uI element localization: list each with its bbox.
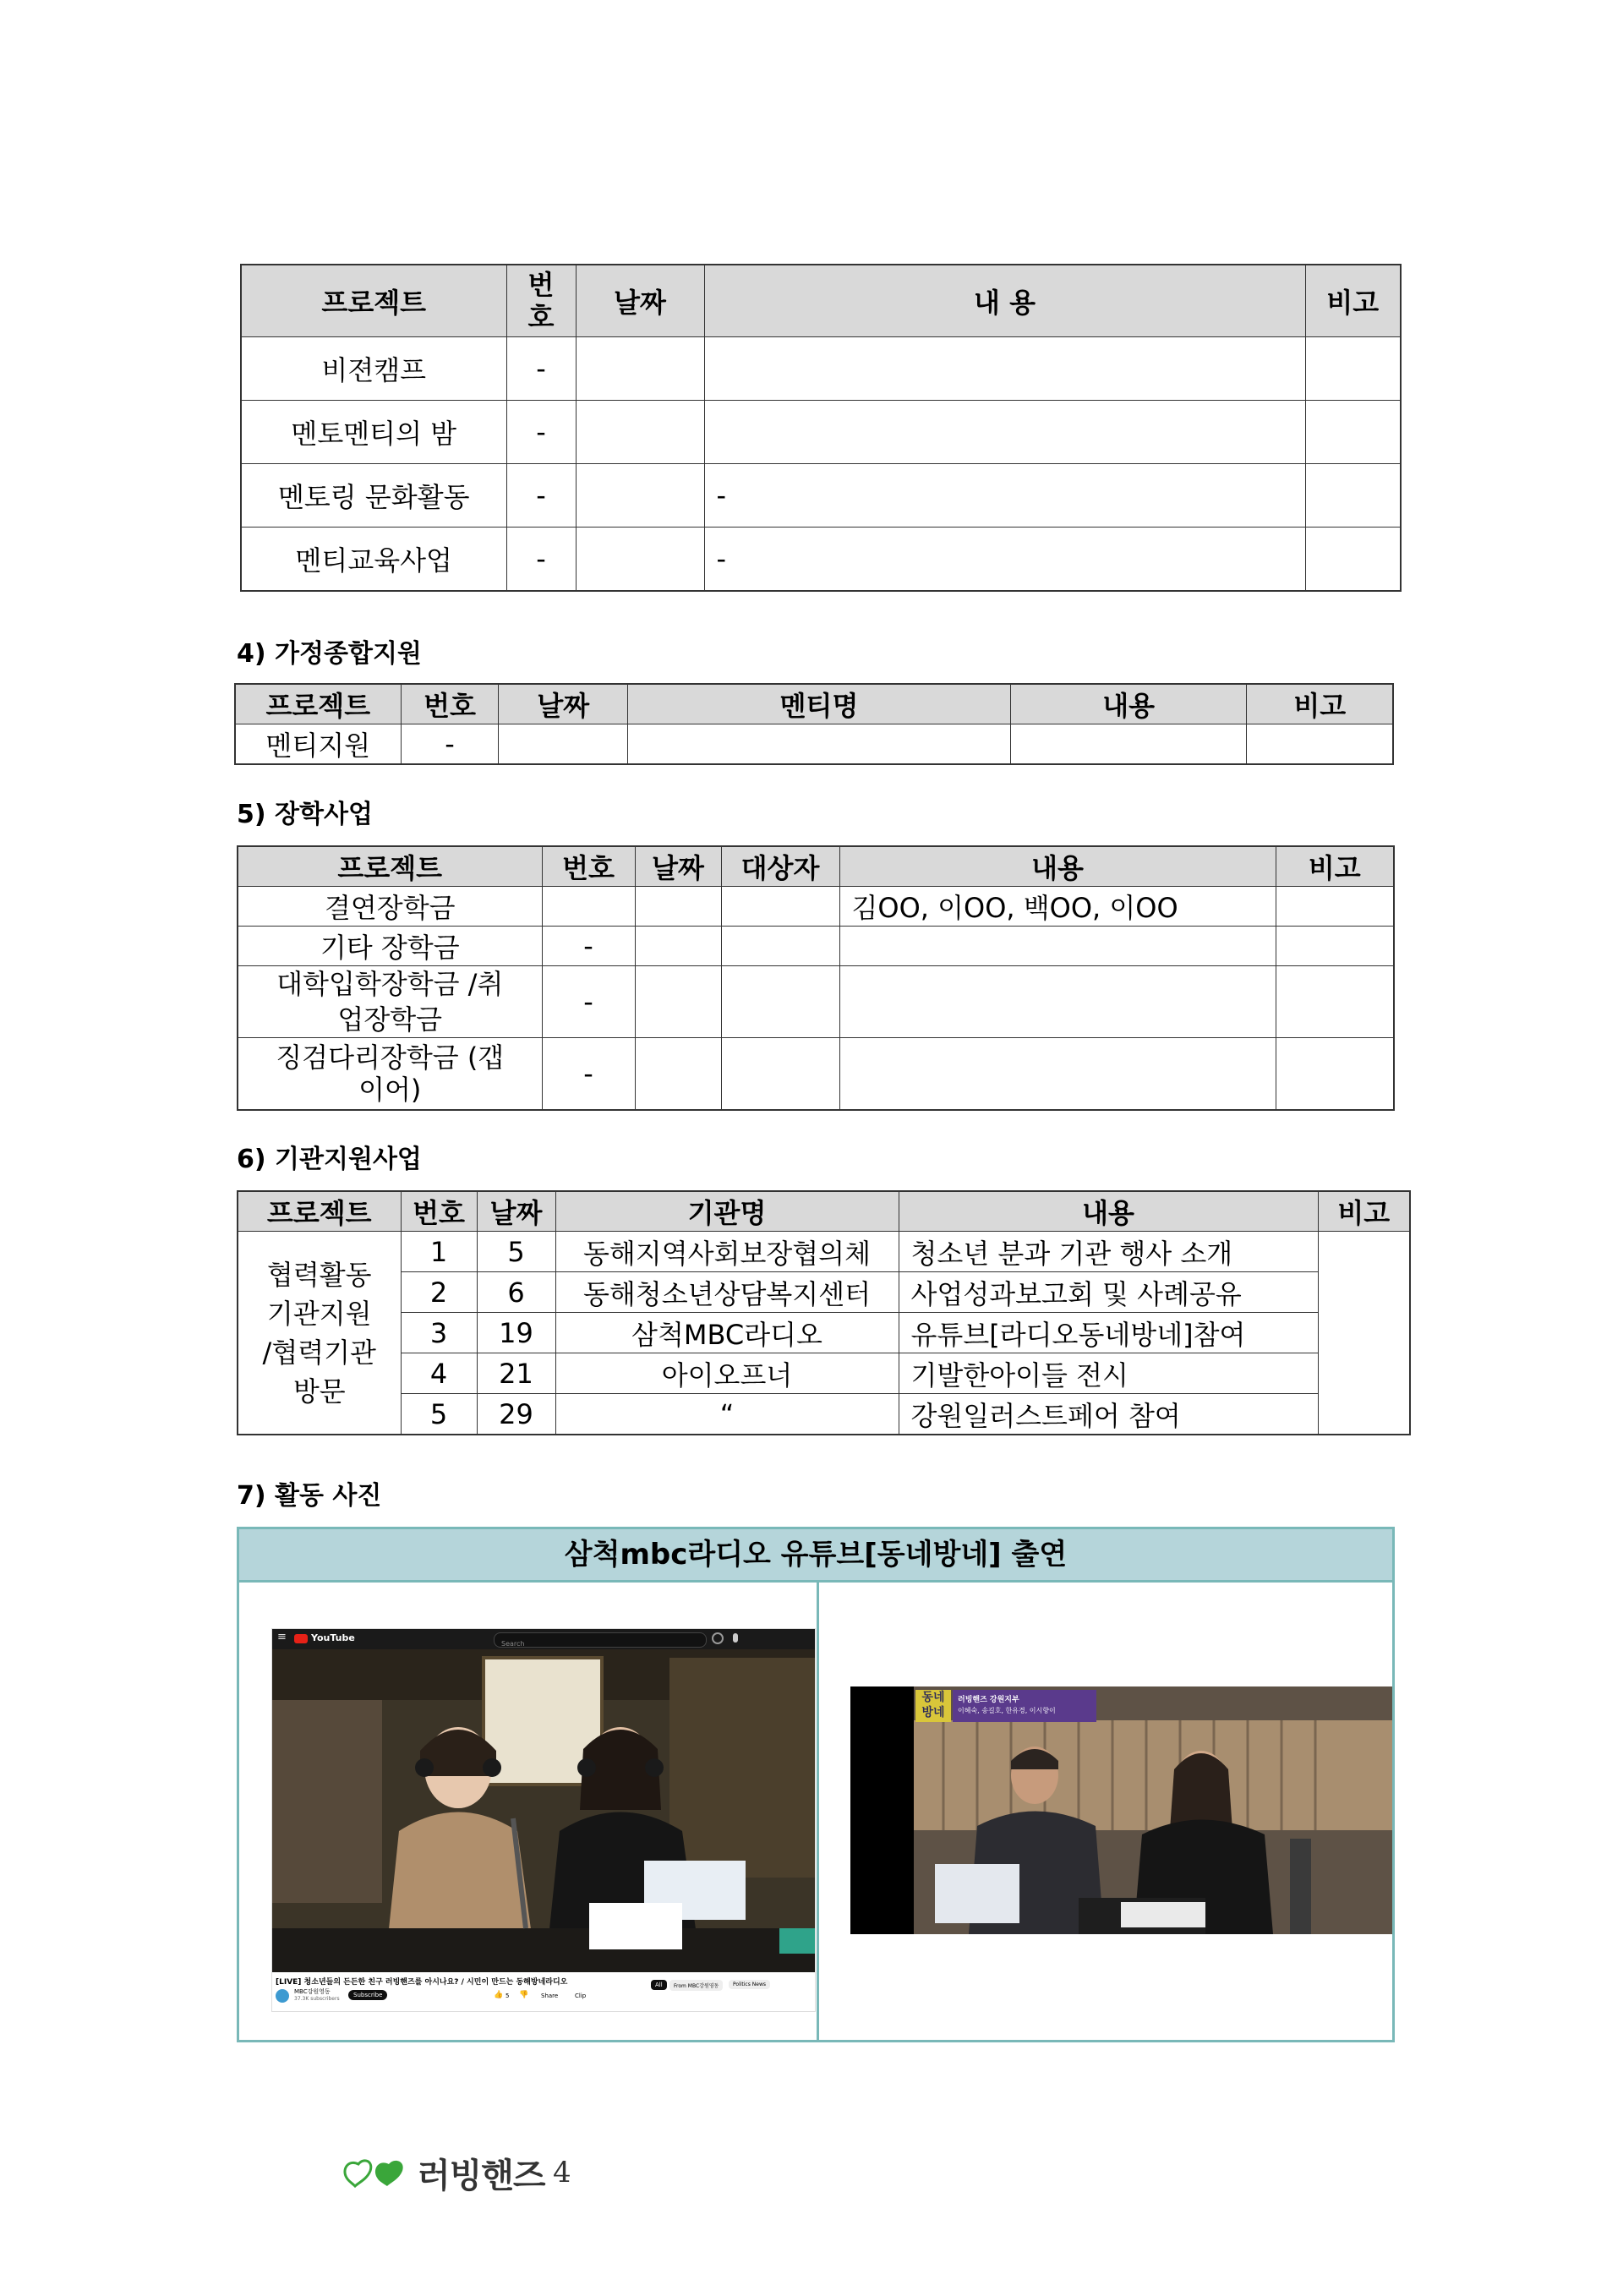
- table-row: [238, 1232, 1410, 1272]
- cell: [1247, 724, 1393, 765]
- table-row: [238, 1038, 1394, 1111]
- table-row: [238, 966, 1394, 1038]
- cell: [1305, 528, 1401, 592]
- divider: [817, 1583, 819, 2040]
- col-project: 프로젝트: [238, 846, 542, 887]
- cell: 6: [477, 1272, 555, 1313]
- table-row: [238, 1313, 1410, 1353]
- table-row: [235, 724, 1393, 765]
- col-number: 번호: [401, 684, 499, 724]
- avatar[interactable]: [276, 1989, 289, 2003]
- cell: 2: [401, 1272, 477, 1313]
- cell: [635, 966, 721, 1038]
- broadcast-badge: [915, 1690, 951, 1722]
- hands-heart-icon: [340, 2154, 416, 2188]
- cell: [576, 337, 704, 401]
- photo-caption: 삼척mbc라디오 유튜브[동네방네] 출연: [239, 1529, 1392, 1583]
- activity-photos-box: [237, 1527, 1395, 2042]
- scholarship-table: [237, 845, 1395, 1111]
- cell: [1276, 887, 1394, 927]
- table-row: [238, 927, 1394, 966]
- footer-brand: 러빙핸즈: [418, 2157, 545, 2195]
- cell: 멘토멘티의 밤: [241, 401, 506, 464]
- cell: 사업성과보고회 및 사례공유: [899, 1272, 1318, 1313]
- cell: 김OO, 이OO, 백OO, 이OO: [839, 887, 1276, 927]
- cell: [499, 724, 628, 765]
- photo-youtube-screenshot: [271, 1628, 816, 2012]
- group-label: 협력활동 기관지원 /협력기관 방문: [238, 1232, 401, 1435]
- cell: 멘티지원: [235, 724, 401, 765]
- col-content: 내용: [1010, 684, 1247, 724]
- cell: [635, 927, 721, 966]
- youtube-logo-icon[interactable]: [294, 1634, 308, 1643]
- cell: 19: [477, 1313, 555, 1353]
- col-content: 내용: [899, 1191, 1318, 1232]
- col-date: 날짜: [499, 684, 628, 724]
- col-note: 비고: [1276, 846, 1394, 887]
- cell: 5: [477, 1232, 555, 1272]
- cell: [576, 464, 704, 528]
- broadcast-lower-third: [953, 1690, 1096, 1722]
- table-row: [241, 337, 1401, 401]
- cell: [1276, 966, 1394, 1038]
- chip-all[interactable]: All: [651, 1980, 667, 1990]
- col-number: 번호: [401, 1191, 477, 1232]
- cell: -: [506, 528, 576, 592]
- youtube-topbar: [272, 1629, 815, 1649]
- cell: [1276, 1038, 1394, 1111]
- cell: 동해지역사회보장협의체: [555, 1232, 899, 1272]
- cell: 멘토링 문화활동: [241, 464, 506, 528]
- search-input[interactable]: [494, 1632, 707, 1648]
- cell: [839, 966, 1276, 1038]
- family-support-table: [234, 683, 1394, 765]
- video-title[interactable]: [LIVE] 청소년들의 든든한 친구 러빙핸즈를 아시나요? / 시민이 만드는 동해방네라디오: [276, 1978, 568, 1987]
- cell: -: [704, 528, 1305, 592]
- table-row: [241, 401, 1401, 464]
- cell: -: [704, 464, 1305, 528]
- cell: 유튜브[라디오동네방네]참여: [899, 1313, 1318, 1353]
- cell: [839, 1038, 1276, 1111]
- photo-radio-studio: [850, 1686, 1392, 1934]
- col-note: 비고: [1318, 1191, 1410, 1232]
- cell: [542, 887, 635, 927]
- cell: [704, 337, 1305, 401]
- subscriber-count: 37.3K subscribers: [294, 1996, 340, 2002]
- cell: -: [401, 724, 499, 765]
- like-icon[interactable]: 👍: [494, 1991, 504, 1999]
- col-number-text: 번 호: [527, 269, 555, 333]
- col-date: 날짜: [477, 1191, 555, 1232]
- col-date: 날짜: [576, 265, 704, 337]
- col-date: 날짜: [635, 846, 721, 887]
- studio-scene: [850, 1686, 1392, 1934]
- cell: -: [506, 401, 576, 464]
- cell: [1276, 927, 1394, 966]
- cell: 21: [477, 1353, 555, 1394]
- page-number: 4: [553, 2156, 571, 2189]
- cell: -: [542, 1038, 635, 1111]
- clip-button[interactable]: Clip: [575, 1993, 587, 1999]
- cell: 대학입학장학금 /취업장학금: [238, 966, 542, 1038]
- menu-icon[interactable]: ≡: [277, 1631, 287, 1643]
- cell: [721, 927, 839, 966]
- col-project: 프로젝트: [235, 684, 401, 724]
- agency-support-table: [237, 1190, 1411, 1435]
- cell: 29: [477, 1394, 555, 1435]
- cell: 멘티교육사업: [241, 528, 506, 592]
- subscribe-button[interactable]: Subscribe: [348, 1990, 387, 2000]
- cell: [721, 1038, 839, 1111]
- cell: -: [506, 464, 576, 528]
- cell: [1305, 337, 1401, 401]
- table-row: [238, 1394, 1410, 1435]
- cell: “: [555, 1394, 899, 1435]
- col-note: 비고: [1247, 684, 1393, 724]
- section-heading-5: 5) 장학사업: [237, 800, 373, 829]
- section-heading-6: 6) 기관지원사업: [237, 1145, 422, 1174]
- dislike-icon[interactable]: 👎: [519, 1991, 529, 1999]
- cell: [1010, 724, 1247, 765]
- cell: 징검다리장학금 (갭이어): [238, 1038, 542, 1111]
- search-placeholder: Search: [501, 1640, 525, 1648]
- cell: [1305, 464, 1401, 528]
- cell: [576, 528, 704, 592]
- col-number: [506, 265, 576, 337]
- cell: [704, 401, 1305, 464]
- cell: -: [506, 337, 576, 401]
- table-row: [241, 464, 1401, 528]
- cell: 청소년 분과 기관 행사 소개: [899, 1232, 1318, 1272]
- col-mentee: 멘티명: [628, 684, 1011, 724]
- cell: -: [542, 966, 635, 1038]
- channel-name[interactable]: MBC강원영동: [294, 1988, 331, 1995]
- cell: [721, 887, 839, 927]
- col-recipient: 대상자: [721, 846, 839, 887]
- like-count: 5: [505, 1993, 510, 1999]
- cell: 비젼캠프: [241, 337, 506, 401]
- cell: 기타 장학금: [238, 927, 542, 966]
- section-heading-7: 7) 활동 사진: [237, 1481, 382, 1511]
- col-project: 프로젝트: [238, 1191, 401, 1232]
- search-icon[interactable]: [712, 1632, 724, 1644]
- video-frame[interactable]: [272, 1649, 815, 1972]
- cell: 삼척MBC라디오: [555, 1313, 899, 1353]
- cell: [576, 401, 704, 464]
- cell: 4: [401, 1353, 477, 1394]
- cell: [839, 927, 1276, 966]
- table-row: [238, 1272, 1410, 1313]
- col-note: 비고: [1305, 265, 1401, 337]
- cell: 기발한아이들 전시: [899, 1353, 1318, 1394]
- cell: 아이오프너: [555, 1353, 899, 1394]
- cell: 5: [401, 1394, 477, 1435]
- section-heading-4: 4) 가정종합지원: [237, 639, 422, 669]
- footer-logo: [340, 2146, 610, 2196]
- cell: [721, 966, 839, 1038]
- mic-icon[interactable]: [733, 1633, 738, 1643]
- cell: 3: [401, 1313, 477, 1353]
- cell: 결연장학금: [238, 887, 542, 927]
- guest-names: 이혜숙, 송길호, 한유경, 이시향이: [958, 1707, 1056, 1714]
- youtube-wordmark: YouTube: [311, 1632, 355, 1643]
- chip-politics[interactable]: Politics News: [729, 1980, 770, 1989]
- col-project: 프로젝트: [241, 265, 506, 337]
- cell: [635, 1038, 721, 1111]
- table-row: [238, 1353, 1410, 1394]
- badge-top: 동네: [921, 1691, 945, 1704]
- cell: 동해청소년상담복지센터: [555, 1272, 899, 1313]
- cell: [1305, 401, 1401, 464]
- guest-org: 러빙핸즈 강원지부: [958, 1696, 1019, 1704]
- cell: -: [542, 927, 635, 966]
- table-row: [241, 528, 1401, 592]
- project-table-mentoring: [240, 264, 1402, 592]
- cell: 1: [401, 1232, 477, 1272]
- col-agency: 기관명: [555, 1191, 899, 1232]
- cell: 강원일러스트페어 참여: [899, 1394, 1318, 1435]
- col-content: 내 용: [704, 265, 1305, 337]
- col-content: 내용: [839, 846, 1276, 887]
- cell: [635, 887, 721, 927]
- cell: [628, 724, 1011, 765]
- table-row: [238, 887, 1394, 927]
- note-cell: [1318, 1232, 1410, 1435]
- col-number: 번호: [542, 846, 635, 887]
- chip-from-channel[interactable]: From MBC강원영동: [669, 1980, 723, 1991]
- badge-bottom: 방네: [921, 1706, 945, 1719]
- share-button[interactable]: Share: [541, 1993, 559, 1999]
